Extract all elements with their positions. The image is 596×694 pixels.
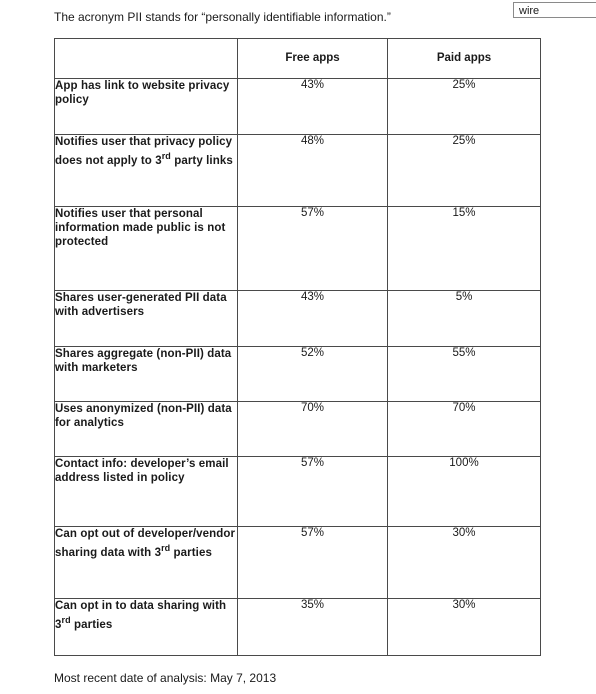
intro-text: The acronym PII stands for “personally identifiable information.” xyxy=(54,10,391,24)
row-label: Notifies user that privacy policy does not apply to 3rd party links xyxy=(55,135,238,207)
paid-apps-value: 30% xyxy=(388,527,541,599)
header-empty xyxy=(55,39,238,79)
table-row xyxy=(55,457,541,527)
free-apps-value: 43% xyxy=(238,79,388,135)
free-apps-value: 35% xyxy=(238,599,388,656)
paid-apps-value: 25% xyxy=(388,135,541,207)
header-free-apps: Free apps xyxy=(238,39,388,79)
tag-field[interactable]: wire xyxy=(513,2,596,18)
table-row xyxy=(55,291,541,347)
paid-apps-value: 5% xyxy=(388,291,541,347)
row-label: Contact info: developer’s email address listed in policy xyxy=(55,457,238,527)
table-row xyxy=(55,527,541,599)
paid-apps-value: 30% xyxy=(388,599,541,656)
row-label: Uses anonymized (non-PII) data for analytics xyxy=(55,402,238,457)
comparison-table xyxy=(54,38,541,656)
table-row xyxy=(55,599,541,656)
row-label: Notifies user that personal information made public is not protected xyxy=(55,207,238,291)
table-row xyxy=(55,135,541,207)
free-apps-value: 57% xyxy=(238,527,388,599)
paid-apps-value: 100% xyxy=(388,457,541,527)
paid-apps-value: 25% xyxy=(388,79,541,135)
table-header-row xyxy=(55,39,541,79)
table-row xyxy=(55,402,541,457)
table-row xyxy=(55,79,541,135)
table-row xyxy=(55,347,541,402)
paid-apps-value: 55% xyxy=(388,347,541,402)
row-label: Can opt out of developer/vendor sharing data with 3rd parties xyxy=(55,527,238,599)
free-apps-value: 70% xyxy=(238,402,388,457)
row-label: App has link to website privacy policy xyxy=(55,79,238,135)
free-apps-value: 52% xyxy=(238,347,388,402)
row-label: Can opt in to data sharing with 3rd parties xyxy=(55,599,238,656)
header-paid-apps: Paid apps xyxy=(388,39,541,79)
free-apps-value: 57% xyxy=(238,457,388,527)
free-apps-value: 57% xyxy=(238,207,388,291)
row-label: Shares aggregate (non-PII) data with marketers xyxy=(55,347,238,402)
free-apps-value: 48% xyxy=(238,135,388,207)
analysis-date: Most recent date of analysis: May 7, 2013 xyxy=(54,671,277,685)
paid-apps-value: 70% xyxy=(388,402,541,457)
row-label: Shares user-generated PII data with advertisers xyxy=(55,291,238,347)
table-row xyxy=(55,207,541,291)
paid-apps-value: 15% xyxy=(388,207,541,291)
free-apps-value: 43% xyxy=(238,291,388,347)
